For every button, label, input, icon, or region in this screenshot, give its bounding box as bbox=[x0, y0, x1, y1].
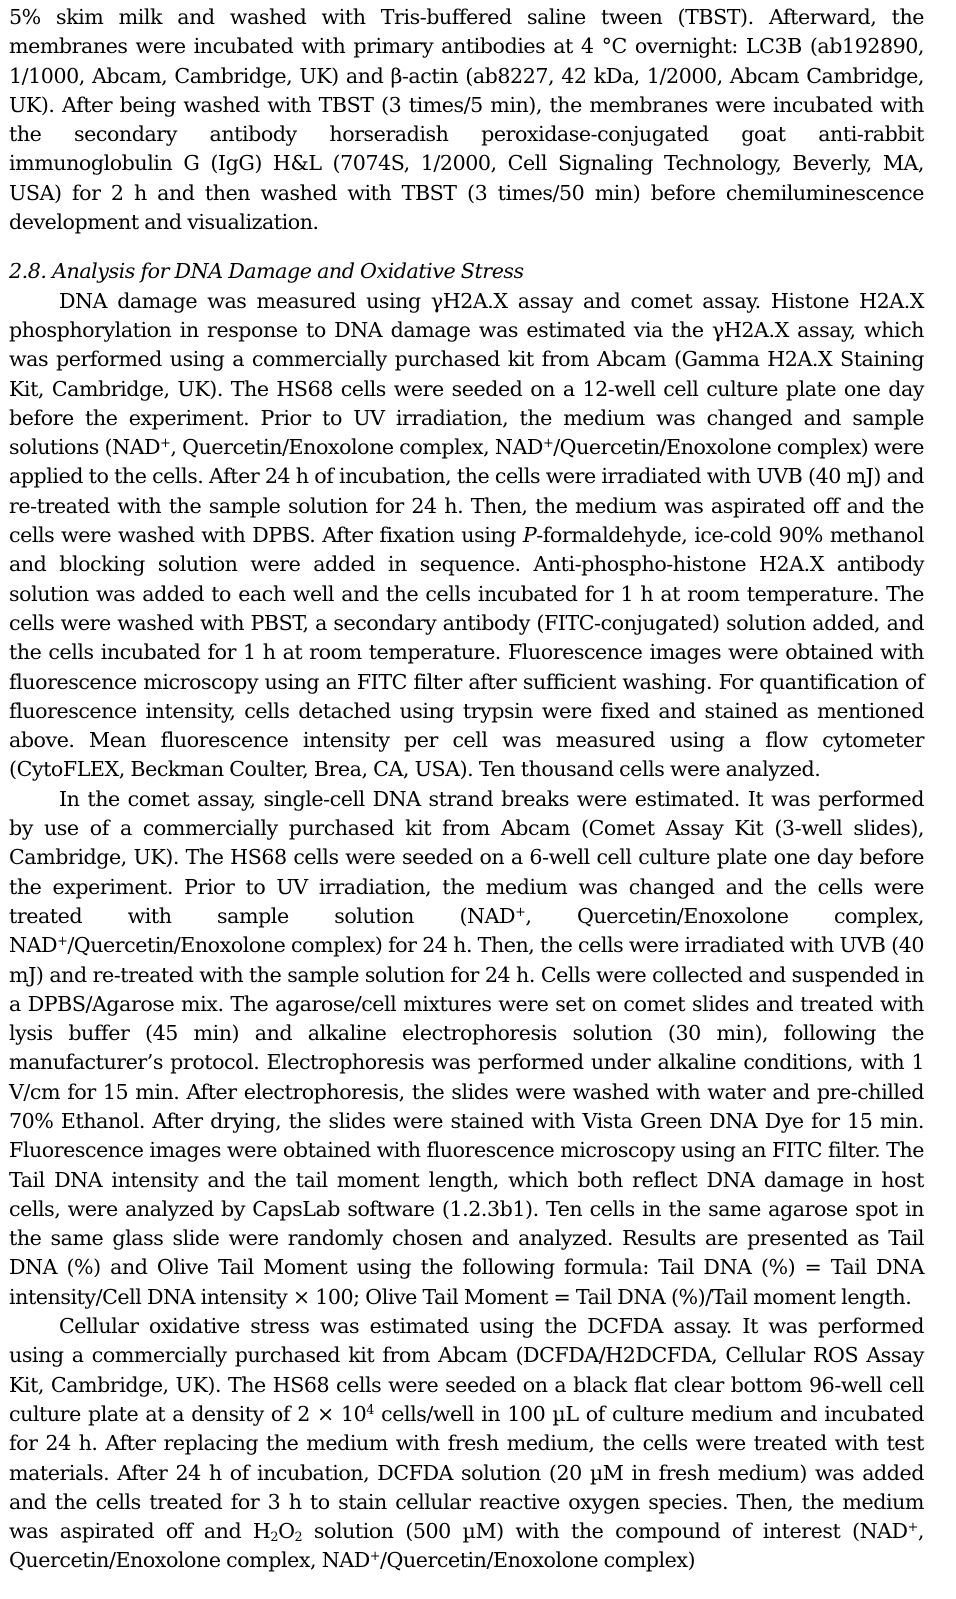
superscript: + bbox=[369, 1549, 381, 1565]
superscript: + bbox=[542, 436, 554, 452]
superscript: + bbox=[160, 436, 171, 452]
superscript: + bbox=[515, 904, 526, 920]
superscript: 4 bbox=[366, 1402, 374, 1418]
text-run: -formaldehyde, ice-cold 90% methanol and blocking solution were added in sequence. Anti-phospho-histone H2A.X antibody solution was added to each well and the cells incubated for 1 h at room temperature. The cells were washed with PBST, a secondary antibody (FITC-conjugated) solution added, and the cells incubated for 1 h at room temperature. Fluorescence images were obtained with fluorescence microscopy using an FITC filter after sufficient washing. For quantification of fluorescence intensity, cells detached using trypsin were fixed and stained as mentioned above. Mean fluorescence intensity per cell was measured using a flow cytometer (CytoFLEX, Beckman Coulter, Brea, CA, USA). Ten thousand cells were analyzed. bbox=[9, 523, 925, 782]
paragraph-gamma-h2ax bbox=[9, 287, 924, 785]
text-run: In the comet assay, single-cell DNA strand breaks were estimated. It was performed by use of a commercially purchased kit from Abcam (Comet Assay Kit (3-well slides), Cambridge, UK). The HS68 cells were seeded on a 6-well cell culture plate one day before the experiment. Prior to UV irradiation, the medium was changed and the cells were treated with sample solution (NAD bbox=[9, 786, 924, 928]
subscript: 2 bbox=[294, 1530, 303, 1546]
text-run: /Quercetin/Enoxolone complex) for 24 h. Then, the cells were irradiated with UVB (40 mJ) and re-treated with the sample solution for 24 h. Cells were collected and suspended in a DPBS/Agarose mix. The agarose/cell mixtures were set on comet slides and treated with lysis buffer (45 min) and alkaline electrophoresis solution (30 min), following the manufacturer’s protocol. Electrophoresis was performed under alkaline conditions, with 1 V/cm for 15 min. After electrophoresis, the slides were washed with water and pre-chilled 70% Ethanol. After drying, the slides were stained with Vista Green DNA Dye for 15 min. Fluorescence images were obtained with fluorescence microscopy using an FITC filter. The Tail DNA intensity and the tail moment length, which both reflect DNA damage in host cells, were analyzed by CapsLab software (1.2.3b1). Ten cells in the same agarose spot in the same glass slide were randomly chosen and analyzed. Results are presented as Tail DNA (%) and Olive Tail Moment using the following formula: Tail DNA (%) = Tail DNA intensity/Cell DNA intensity × 100; Olive Tail Moment = Tail DNA (%)/Tail moment length. bbox=[9, 933, 924, 1309]
text-run: cells/well in 100 µL of culture medium and incubated for 24 h. After replacing the medium with fresh medium, the cells were treated with test materials. After 24 h of incubation, DCFDA solution (20 µM in fresh medium) was added and the cells treated for 3 h to stain cellular reactive oxygen species. Then, the medium was aspirated off and H bbox=[9, 1401, 924, 1544]
paragraph-dcfda-assay bbox=[9, 1312, 924, 1576]
text-run: , Quercetin/Enoxolone complex, NAD bbox=[170, 435, 543, 460]
subscript: 2 bbox=[270, 1530, 279, 1546]
text-run: Cellular oxidative stress was estimated using the DCFDA assay. It was performed using a commercially purchased kit from Abcam (DCFDA/H2DCFDA, Cellular ROS Assay Kit, Cambridge, UK). The HS68 cells were seeded on a black flat clear bottom 96-well cell culture plate at a density of 2 × 10 bbox=[9, 1314, 924, 1426]
text-run: , Quercetin/Enoxolone complex, NAD bbox=[9, 1519, 924, 1573]
superscript: + bbox=[57, 934, 68, 950]
text-run: O bbox=[278, 1519, 295, 1544]
text-run: DNA damage was measured using γH2A.X assay and comet assay. Histone H2A.X phosphorylation in response to DNA damage was estimated via the γH2A.X assay, which was performed using a commercially purchased kit from Abcam (Gamma H2A.X Staining Kit, Cambridge, UK). The HS68 cells were seeded on a 12-well cell culture plate one day before the experiment. Prior to UV irradiation, the medium was changed and sample solutions (NAD bbox=[9, 288, 924, 460]
superscript: + bbox=[907, 1520, 918, 1536]
italic-run: P bbox=[522, 523, 537, 548]
text-run: solution (500 µM) with the compound of interest (NAD bbox=[302, 1519, 908, 1544]
text-run: /Quercetin/Enoxolone complex) bbox=[380, 1548, 696, 1573]
text-run: /Quercetin/Enoxolone complex) were applied to the cells. After 24 h of incubation, the cells were irradiated with UVB (40 mJ) and re-treated with the sample solution for 24 h. Then, the medium was aspirated off and the cells were washed with DPBS. After fixation using bbox=[9, 435, 924, 548]
intro-paragraph: 5% skim milk and washed with Tris-buffered saline tween (TBST). Afterward, the membranes were incubated with primary antibodies at 4 °C overnight: LC3B (ab192890, 1/1000, Abcam, Cambridge, UK) and β-actin (ab8227, 42 kDa, 1/2000, Abcam Cambridge, UK). After being washed with TBST (3 times/5 min), the membranes were incubated with the secondary antibody horseradish peroxidase-conjugated goat anti-rabbit immunoglobulin G (IgG) H&L (7074S, 1/2000, Cell Signaling Technology, Beverly, MA, USA) for 2 h and then washed with TBST (3 times/50 min) before chemiluminescence development and visualization. bbox=[9, 5, 924, 235]
text-run: , Quercetin/Enoxolone complex, NAD bbox=[9, 903, 924, 958]
section-heading: 2.8. Analysis for DNA Damage and Oxidative Stress bbox=[9, 259, 524, 284]
paragraph-comet-assay bbox=[9, 785, 924, 1312]
